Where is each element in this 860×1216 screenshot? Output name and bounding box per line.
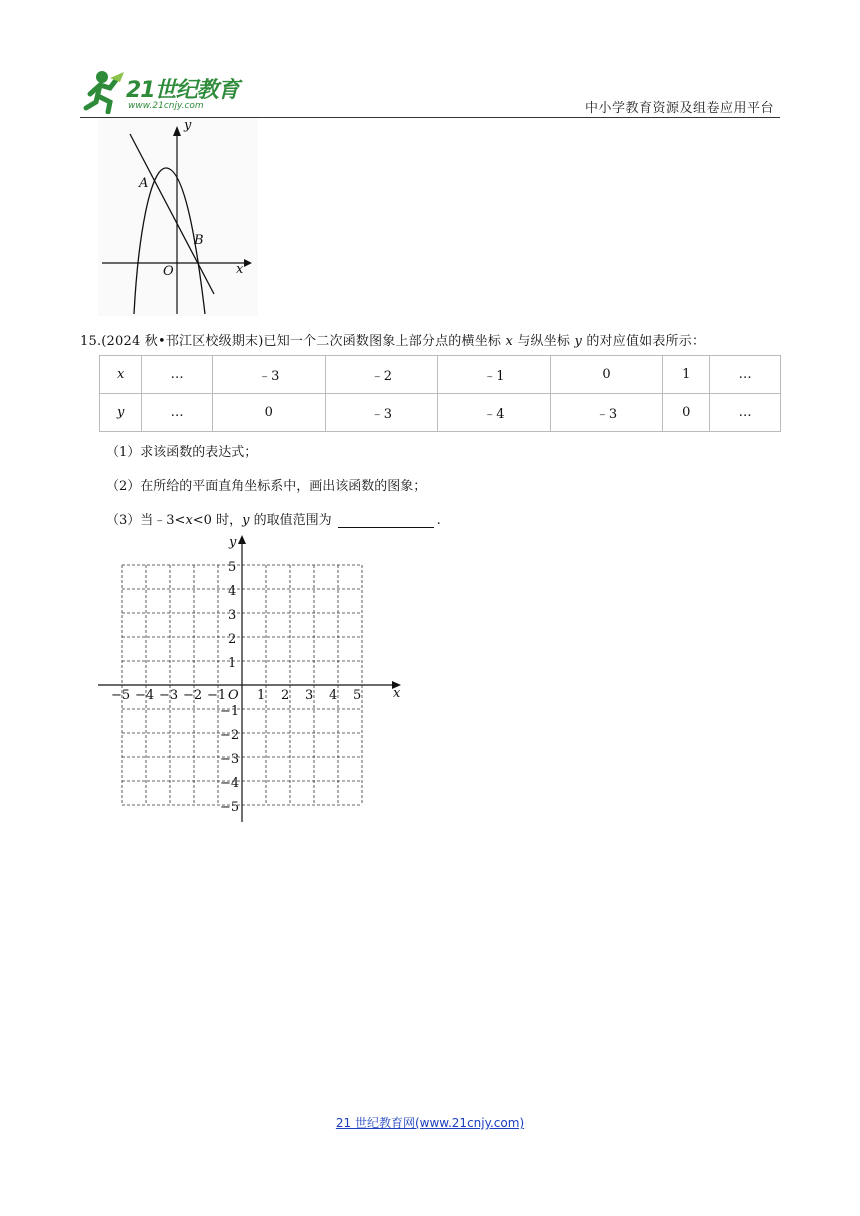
y-tick-label: −4 xyxy=(220,776,240,791)
q3-end: . xyxy=(436,513,441,528)
q3-suffix: 的取值范围为 xyxy=(249,513,332,528)
parabola-line-figure xyxy=(98,118,258,316)
x-tick-label: 5 xyxy=(353,688,362,703)
x-tick-label: 3 xyxy=(305,688,314,703)
y-tick-label: 1 xyxy=(228,656,237,671)
table-cell: 0 xyxy=(212,394,325,432)
coordinate-grid xyxy=(96,530,408,825)
answer-blank[interactable] xyxy=(338,515,434,528)
x-tick-label: −3 xyxy=(159,688,179,703)
x-tick-label: −1 xyxy=(207,688,227,703)
table-cell: … xyxy=(710,356,781,394)
site-logo xyxy=(80,68,250,114)
table-cell: ﹣2 xyxy=(325,356,438,394)
q3-prefix: （3）当﹣3< xyxy=(106,513,186,528)
question-var-y: y xyxy=(574,334,583,349)
header-platform-text: 中小学教育资源及组卷应用平台 xyxy=(584,101,774,116)
table-cell: ﹣3 xyxy=(325,394,438,432)
top-fig-label-x: x xyxy=(236,262,244,277)
table-cell: 0 xyxy=(550,356,663,394)
y-tick-label: −1 xyxy=(220,704,240,719)
y-tick-label: 4 xyxy=(228,584,237,599)
table-row xyxy=(100,394,781,432)
x-tick-label: −4 xyxy=(135,688,155,703)
x-tick-label: −5 xyxy=(111,688,131,703)
origin-label: O xyxy=(228,688,239,703)
x-tick-label: 4 xyxy=(329,688,338,703)
sub-question-2: （2）在所给的平面直角坐标系中，画出该函数的图象； xyxy=(106,479,427,494)
value-table xyxy=(99,355,781,432)
top-fig-label-o: O xyxy=(163,264,174,279)
table-cell: ﹣4 xyxy=(438,394,551,432)
table-cell: x xyxy=(100,356,142,394)
x-tick-label: −2 xyxy=(183,688,203,703)
top-fig-label-y: y xyxy=(184,118,192,133)
q3-var-x: x xyxy=(185,513,193,528)
footer xyxy=(0,1114,860,1131)
table-row xyxy=(100,356,781,394)
table-cell: ﹣1 xyxy=(438,356,551,394)
sub-question-3 xyxy=(106,509,441,528)
table-cell: ﹣3 xyxy=(212,356,325,394)
y-tick-label: 5 xyxy=(228,560,237,575)
table-cell: y xyxy=(100,394,142,432)
logo-main-text: 21世纪教育 xyxy=(126,78,239,103)
table-cell: … xyxy=(710,394,781,432)
x-tick-label: 2 xyxy=(281,688,290,703)
footer-link[interactable]: 21 世纪教育网(www.21cnjy.com) xyxy=(335,1116,525,1130)
y-tick-label: −2 xyxy=(220,728,240,743)
x-tick-label: 1 xyxy=(257,688,266,703)
y-tick-label: 2 xyxy=(228,632,237,647)
question-text-part1: (2024 秋•邗江区校级期末)已知一个二次函数图象上部分点的横坐标 xyxy=(101,334,506,349)
table-cell: 1 xyxy=(663,356,710,394)
table-cell: … xyxy=(142,356,213,394)
grid-y-axis-arrow-icon xyxy=(238,535,246,544)
question-text-part2: 与纵坐标 xyxy=(513,334,575,349)
sub-question-1: （1）求该函数的表达式； xyxy=(106,445,258,460)
table-cell: ﹣3 xyxy=(550,394,663,432)
question-text-part3: 的对应值如表所示： xyxy=(582,334,706,349)
question-15-text xyxy=(80,330,705,349)
question-number: 15. xyxy=(80,334,102,349)
y-tick-label: −3 xyxy=(220,752,240,767)
top-fig-label-b: B xyxy=(194,233,204,248)
y-tick-label: 3 xyxy=(228,608,237,623)
x-axis-label: x xyxy=(393,686,401,701)
top-fig-label-a: A xyxy=(139,176,149,191)
y-axis-label: y xyxy=(229,535,237,550)
y-tick-label: −5 xyxy=(220,800,240,815)
table-cell: … xyxy=(142,394,213,432)
logo-url-text: www.21cnjy.com xyxy=(128,101,204,111)
q3-mid: <0 时， xyxy=(192,513,243,528)
table-cell: 0 xyxy=(663,394,710,432)
q3-var-y: y xyxy=(242,513,250,528)
question-var-x: x xyxy=(505,334,513,349)
